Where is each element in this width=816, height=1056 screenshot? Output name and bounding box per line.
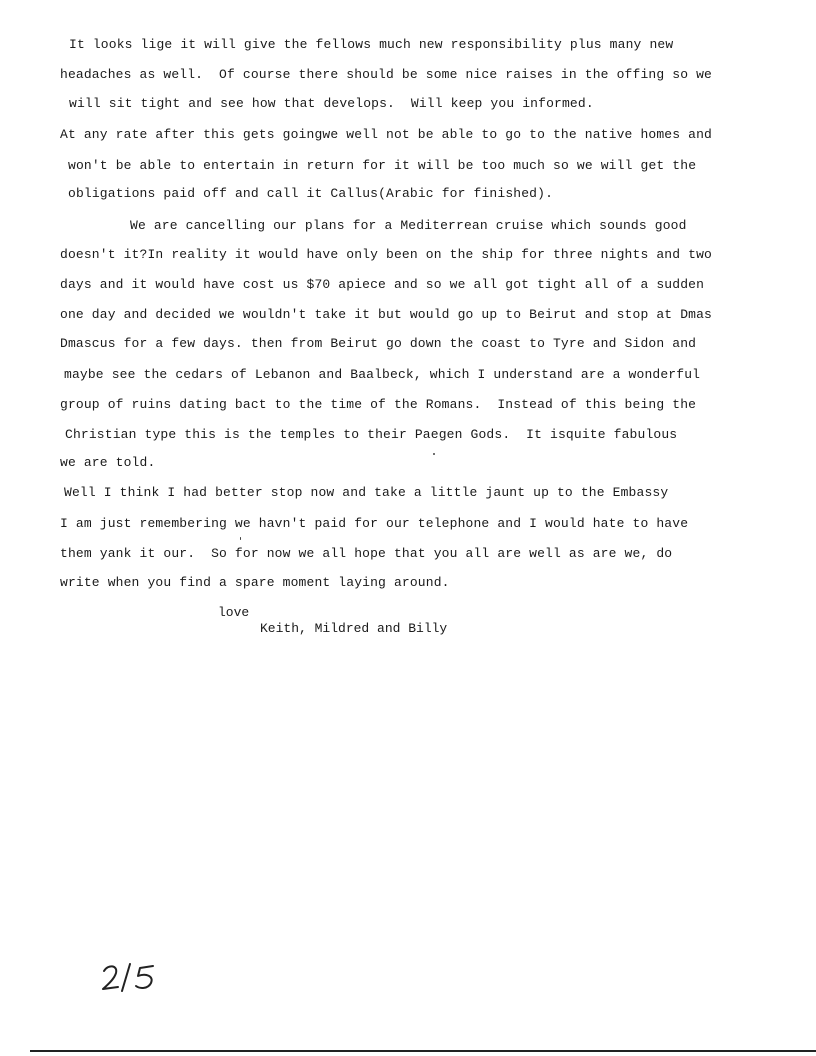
paper-speck bbox=[240, 537, 241, 540]
letter-closing: love bbox=[218, 605, 250, 620]
letter-signature: Keith, Mildred and Billy bbox=[260, 621, 448, 636]
letter-line: we are told. bbox=[60, 455, 156, 470]
letter-line: maybe see the cedars of Lebanon and Baalbeck, which I understand are a wonderful bbox=[64, 367, 701, 382]
letter-line: them yank it our. So for now we all hope that you all are well as are we, do bbox=[60, 546, 673, 561]
letter-line: headaches as well. Of course there should be some nice raises in the offing so we bbox=[60, 67, 713, 82]
letter-line: Dmascus for a few days. then from Beirut go down the coast to Tyre and Sidon and bbox=[60, 336, 697, 351]
letter-line: doesn't it?In reality it would have only been on the ship for three nights and two bbox=[60, 247, 713, 262]
letter-line: will sit tight and see how that develops. Will keep you informed. bbox=[69, 96, 594, 111]
handwritten-page-number bbox=[100, 962, 160, 992]
letter-line: days and it would have cost us $70 apiece and so we all got tight all of a sudden bbox=[60, 277, 705, 292]
letter-line: I am just remembering we havn't paid for our telephone and I would hate to have bbox=[60, 516, 689, 531]
letter-line: group of ruins dating bact to the time of the Romans. Instead of this being the bbox=[60, 397, 697, 412]
paper-speck bbox=[433, 453, 435, 455]
letter-line: It looks lige it will give the fellows much new responsibility plus many new bbox=[69, 37, 674, 52]
letter-line: Well I think I had better stop now and take a little jaunt up to the Embassy bbox=[64, 485, 669, 500]
letter-line: We are cancelling our plans for a Mediterrean cruise which sounds good bbox=[130, 218, 687, 233]
letter-line: Christian type this is the temples to their Paegen Gods. It isquite fabulous bbox=[65, 427, 678, 442]
letter-line: obligations paid off and call it Callus(Arabic for finished). bbox=[68, 186, 554, 201]
letter-line: write when you find a spare moment laying around. bbox=[60, 575, 450, 590]
page-bottom-edge bbox=[30, 1050, 816, 1052]
letter-line: won't be able to entertain in return for it will be too much so we will get the bbox=[68, 158, 697, 173]
letter-line: At any rate after this gets goingwe well not be able to go to the native homes and bbox=[60, 127, 713, 142]
letter-line: one day and decided we wouldn't take it but would go up to Beirut and stop at Dmas bbox=[60, 307, 713, 322]
